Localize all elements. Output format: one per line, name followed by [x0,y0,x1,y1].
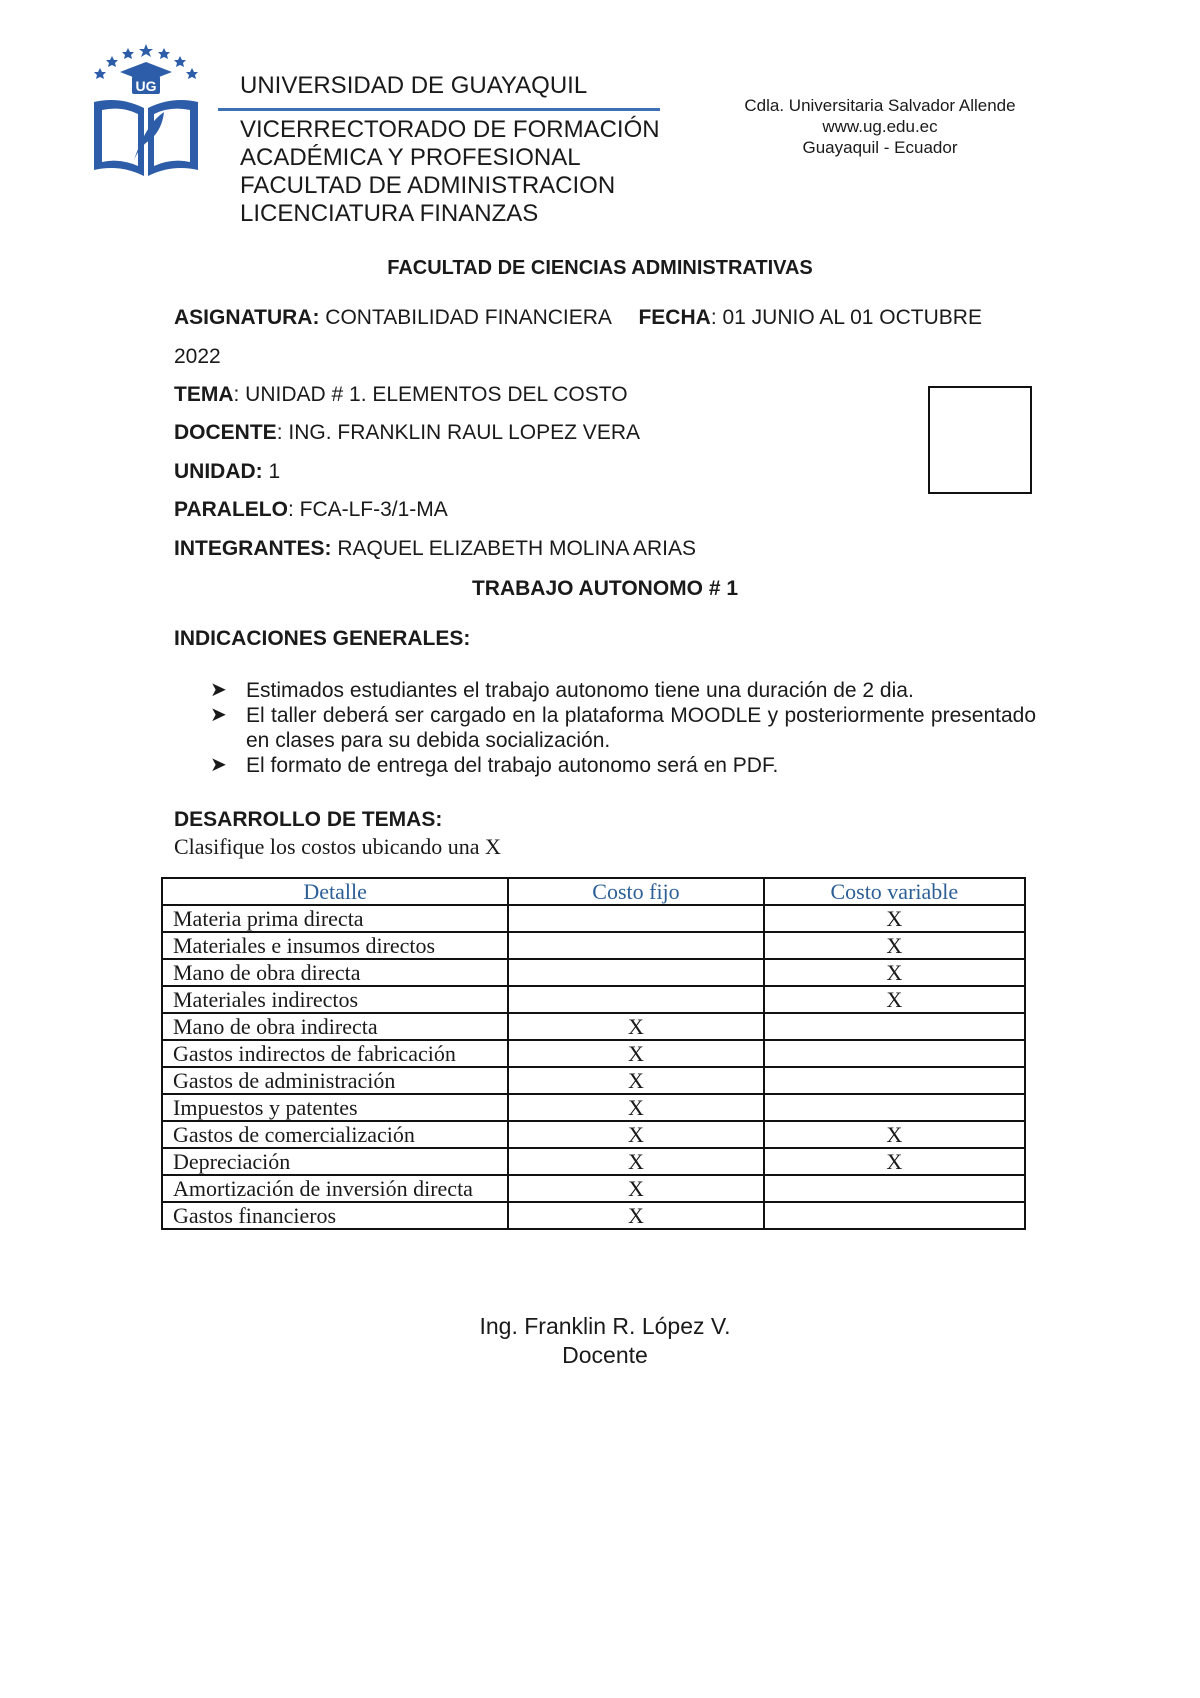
cell-costo-variable: X [764,1121,1025,1148]
field-label: DOCENTE [174,421,277,444]
desarrollo-instruction: Clasifique los costos ubicando una X [174,834,501,859]
work-title: TRABAJO AUTONOMO # 1 [471,577,739,600]
cell-costo-variable: X [764,959,1025,986]
faculty-title: FACULTAD DE CIENCIAS ADMINISTRATIVAS [387,257,813,279]
star-icon [158,48,170,59]
list-item: ➤ El formato de entrega del trabajo autonomo será en PDF. [210,754,779,777]
cost-classification-table [161,877,1026,1230]
list-item: ➤ El taller deberá ser cargado en la plataforma MOODLE y posteriormente presentado en clases para su debida socialización. [210,704,1036,752]
desarrollo-heading: DESARROLLO DE TEMAS: [174,808,443,831]
signature-role: Docente [562,1342,648,1368]
field-value: : 01 JUNIO AL 01 OCTUBRE [710,306,982,329]
cell-costo-fijo [508,986,763,1013]
cell-costo-variable: X [764,1148,1025,1175]
cell-costo-fijo: X [508,1067,763,1094]
cell-costo-variable [764,1013,1025,1040]
cell-costo-variable [764,1175,1025,1202]
cell-detalle: Amortización de inversión directa [162,1175,508,1202]
table-row [162,1040,1025,1067]
cell-detalle: Materiales e insumos directos [162,932,508,959]
address-website: www.ug.edu.ec [822,117,938,136]
field-label: ASIGNATURA: [174,306,320,329]
cell-costo-fijo [508,932,763,959]
star-icon [106,56,118,67]
cell-costo-variable [764,1067,1025,1094]
table-row [162,1175,1025,1202]
cell-costo-variable [764,1094,1025,1121]
field-label: INTEGRANTES: [174,537,332,560]
table-row [162,959,1025,986]
header-line-1: VICERRECTORADO DE FORMACIÓN [240,116,660,143]
arrow-bullet-icon: ➤ [210,754,227,776]
table-row [162,1202,1025,1229]
indicaciones-heading: INDICACIONES GENERALES: [174,627,471,650]
address-city: Guayaquil - Ecuador [802,138,958,157]
cell-costo-variable: X [764,986,1025,1013]
table-row [162,1148,1025,1175]
cell-detalle: Mano de obra indirecta [162,1013,508,1040]
field-label: PARALELO [174,498,288,521]
star-icon [122,48,134,59]
table-row [162,905,1025,932]
cell-costo-fijo: X [508,1013,763,1040]
header-divider [218,108,660,111]
column-header-costo-variable: Costo variable [764,878,1025,905]
column-header-costo-fijo: Costo fijo [508,878,763,905]
cell-detalle: Mano de obra directa [162,959,508,986]
field-asignatura [174,305,982,331]
field-value: RAQUEL ELIZABETH MOLINA ARIAS [337,537,697,560]
cell-costo-fijo: X [508,1121,763,1148]
indicaciones-list [210,678,1036,778]
field-docente [174,420,640,446]
header-line-2: ACADÉMICA Y PROFESIONAL [240,144,581,171]
field-value: : FCA-LF-3/1-MA [287,498,448,521]
table-row [162,932,1025,959]
table-row [162,986,1025,1013]
address-line-1: Cdla. Universitaria Salvador Allende [744,96,1016,115]
cell-detalle: Gastos de comercialización [162,1121,508,1148]
field-value: : UNIDAD # 1. ELEMENTOS DEL COSTO [233,383,628,406]
star-icon [186,68,198,79]
table-row [162,1013,1025,1040]
list-item: ➤ Estimados estudiantes el trabajo autonomo tiene una duración de 2 dia. [210,679,914,702]
cell-costo-fijo: X [508,1175,763,1202]
header-line-3: FACULTAD DE ADMINISTRACION [240,172,616,199]
photo-box [928,386,1032,494]
cell-costo-fijo: X [508,1094,763,1121]
field-integrantes [174,536,696,562]
cell-costo-variable [764,1040,1025,1067]
cell-costo-variable: X [764,932,1025,959]
table-row [162,1067,1025,1094]
field-fecha-year: 2022 [174,345,221,368]
field-value: 1 [268,460,281,483]
university-logo [90,42,202,182]
star-icon [174,56,186,67]
cell-detalle: Gastos indirectos de fabricación [162,1040,508,1067]
field-tema [174,382,628,408]
table-header-row [162,878,1025,905]
cell-detalle: Gastos de administración [162,1067,508,1094]
field-value: CONTABILIDAD FINANCIERA [325,306,611,329]
field-value: : ING. FRANKLIN RAUL LOPEZ VERA [276,421,640,444]
signature-name: Ing. Franklin R. López V. [479,1313,731,1339]
university-name: UNIVERSIDAD DE GUAYAQUIL [240,72,588,99]
table-row [162,1094,1025,1121]
field-label: FECHA [638,306,711,329]
svg-text:UG: UG [135,78,157,94]
cell-costo-variable: X [764,905,1025,932]
star-icon [94,68,106,79]
cell-detalle: Depreciación [162,1148,508,1175]
table-row [162,1121,1025,1148]
field-label: UNIDAD: [174,460,263,483]
column-header-detalle: Detalle [162,878,508,905]
cell-detalle: Impuestos y patentes [162,1094,508,1121]
cell-detalle: Materiales indirectos [162,986,508,1013]
cell-costo-variable [764,1202,1025,1229]
cell-costo-fijo: X [508,1040,763,1067]
cell-detalle: Materia prima directa [162,905,508,932]
cell-costo-fijo [508,959,763,986]
cell-costo-fijo: X [508,1202,763,1229]
header-line-4: LICENCIATURA FINANZAS [240,200,539,227]
arrow-bullet-icon: ➤ [210,704,227,726]
star-icon [139,44,153,57]
arrow-bullet-icon: ➤ [210,679,227,701]
cell-detalle: Gastos financieros [162,1202,508,1229]
field-label: TEMA [174,383,234,406]
field-unidad [174,459,280,485]
field-paralelo [174,497,448,523]
cell-costo-fijo [508,905,763,932]
cell-costo-fijo: X [508,1148,763,1175]
